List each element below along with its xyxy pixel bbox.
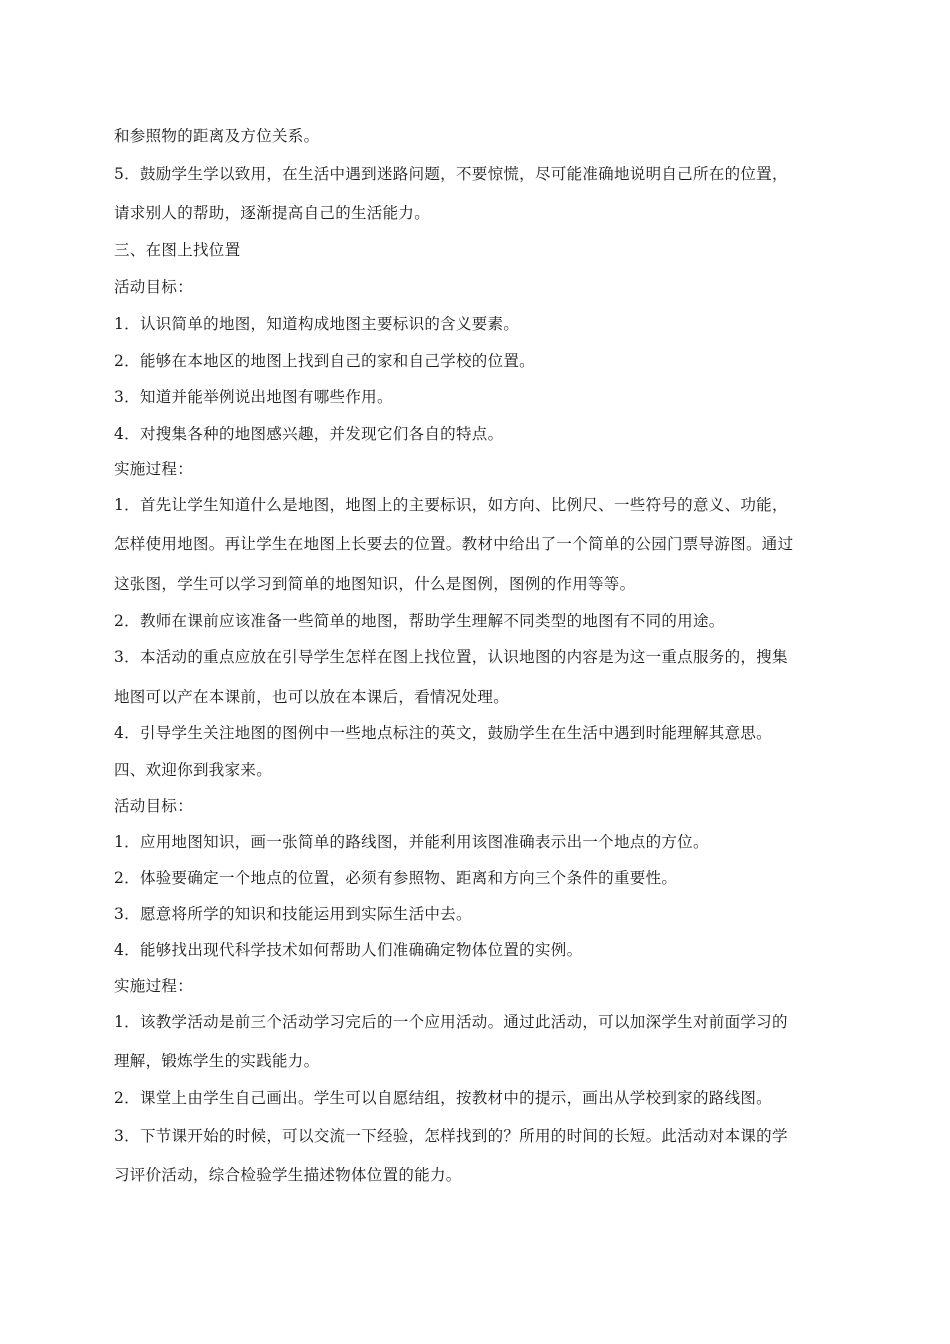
subheading: 实施过程： [114, 460, 194, 478]
text-line: 4．能够找出现代科学技术如何帮助人们准确确定物体位置的实例。 [114, 941, 583, 959]
text-line: 4．对搜集各种的地图感兴趣，并发现它们各自的特点。 [114, 425, 504, 443]
text-line: 请求别人的帮助，逐渐提高自己的生活能力。 [114, 204, 431, 222]
text-line: 和参照物的距离及方位关系。 [114, 127, 320, 145]
text-line: 2．课堂上由学生自己画出。学生可以自愿结组，按教材中的提示，画出从学校到家的路线图。 [114, 1089, 772, 1107]
text-line: 1．应用地图知识，画一张简单的路线图，并能利用该图准确表示出一个地点的方位。 [114, 833, 709, 851]
text-line: 2．能够在本地区的地图上找到自己的家和自己学校的位置。 [114, 352, 535, 370]
text-line: 5．鼓励学生学以致用，在生活中遇到迷路问题，不要惊慌，尽可能准确地说明自己所在的位置， [114, 165, 788, 183]
subheading: 实施过程： [114, 977, 194, 995]
text-line: 1．认识简单的地图，知道构成地图主要标识的含义要素。 [114, 315, 520, 333]
text-line: 3．愿意将所学的知识和技能运用到实际生活中去。 [114, 905, 472, 923]
text-line: 习评价活动，综合检验学生描述物体位置的能力。 [114, 1166, 462, 1184]
text-line: 3．本活动的重点应放在引导学生怎样在图上找位置，认识地图的内容是为这一重点服务的，搜集 [114, 648, 788, 666]
section-heading: 四、欢迎你到我家来。 [114, 761, 273, 779]
text-line: 1．首先让学生知道什么是地图，地图上的主要标识，如方向、比例尺、一些符号的意义、功能， [114, 496, 788, 514]
section-heading: 三、在图上找位置 [114, 241, 241, 259]
text-line: 4．引导学生关注地图的图例中一些地点标注的英文，鼓励学生在生活中遇到时能理解其意思。 [114, 724, 772, 742]
text-line: 1．该教学活动是前三个活动学习完后的一个应用活动。通过此活动，可以加深学生对前面学习的 [114, 1013, 788, 1031]
text-line: 3．知道并能举例说出地图有哪些作用。 [114, 388, 393, 406]
text-line: 3．下节课开始的时候，可以交流一下经验，怎样找到的？所用的时间的长短。此活动对本课的学 [114, 1127, 788, 1145]
subheading: 活动目标： [114, 278, 194, 296]
text-line: 2．教师在课前应该准备一些简单的地图，帮助学生理解不同类型的地图有不同的用途。 [114, 612, 725, 630]
subheading: 活动目标： [114, 797, 194, 815]
text-line: 怎样使用地图。再让学生在地图上长要去的位置。教材中给出了一个简单的公园门票导游图。通过 [114, 535, 794, 553]
text-line: 地图可以产在本课前，也可以放在本课后，看情况处理。 [114, 688, 510, 706]
text-line: 2．体验要确定一个地点的位置，必须有参照物、距离和方向三个条件的重要性。 [114, 869, 678, 887]
text-line: 理解，锻炼学生的实践能力。 [114, 1052, 320, 1070]
text-line: 这张图，学生可以学习到简单的地图知识，什么是图例，图例的作用等等。 [114, 575, 636, 593]
